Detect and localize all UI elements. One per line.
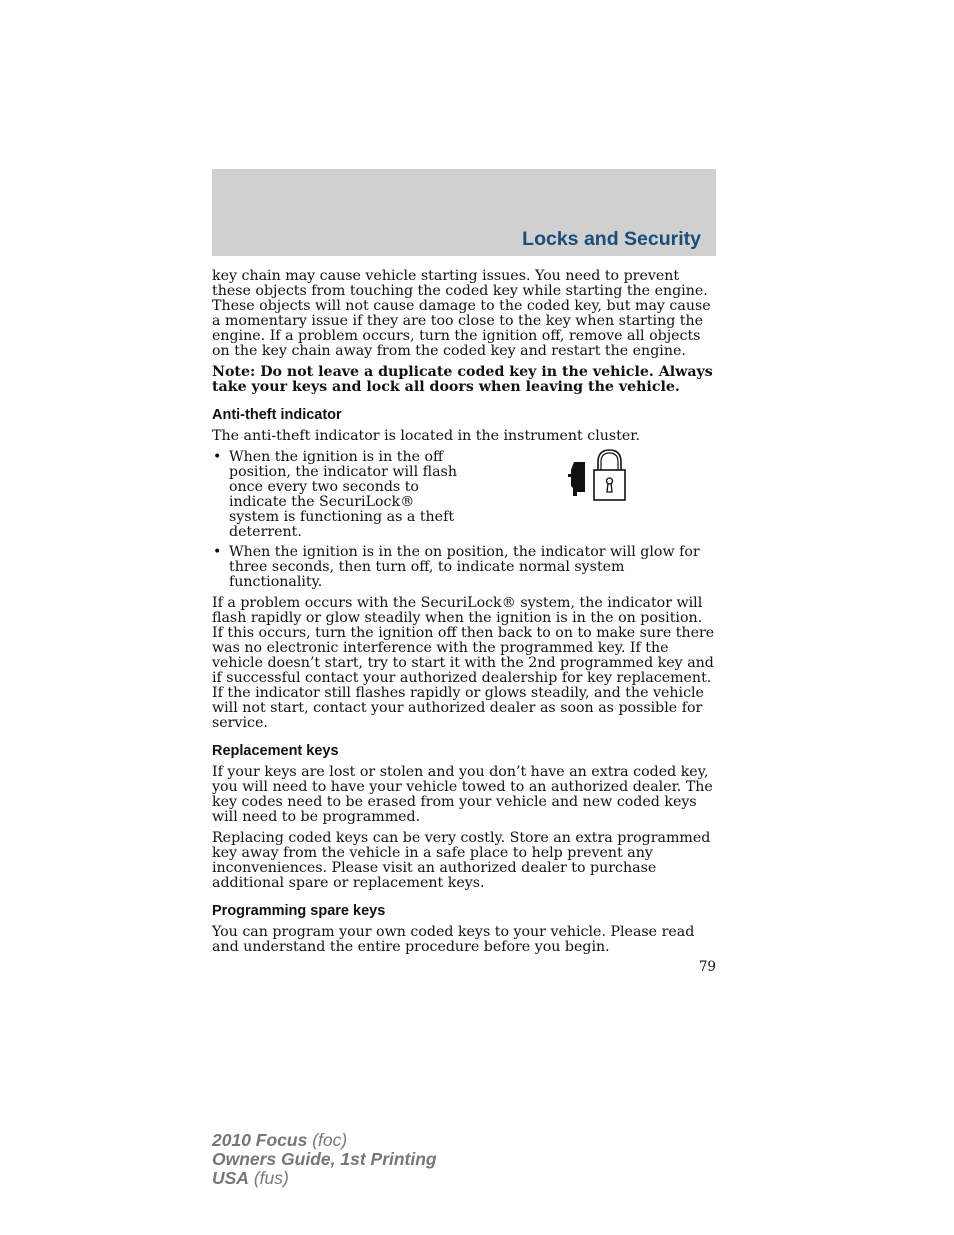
document-footer [212,1131,437,1188]
anti-theft-problem-paragraph: If a problem occurs with the SecuriLock® system, the indicator will flash rapidly or glow steadily when the ignition is in the on position. If this occurs, turn the ignition off then back to on to make sure there was no electronic interference with the programmed key. If the vehicle doesn’t start, try to start it with the 2nd programmed key and if successful contact your authorized dealership for key replacement. If the indicator still flashes rapidly or glows steadily, and the vehicle will not start, contact your authorized dealer as soon as possible for service. [212,595,715,731]
intro-paragraph: key chain may cause vehicle starting issues. You need to prevent these objects from touching the coded key while starting the engine. These objects will not cause damage to the coded key, but may cause a momentary issue if they are too close to the key when starting the engine. If a problem occurs, turn the ignition off, remove all objects on the key chain away from the coded key and restart the engine. [212,268,711,359]
car-padlock-icon [565,448,627,508]
footer-region: USA [212,1168,249,1188]
bullet-marker: • [213,544,222,560]
footer-region-code: (fus) [253,1168,289,1188]
replacement-paragraph-1: If your keys are lost or stolen and you don’t have an extra coded key, you will need to have your vehicle towed to an authorized dealer. The key codes need to be erased from your vehicle and new coded keys will need to be programmed. [212,764,713,825]
section-title: Locks and Security [522,228,701,250]
list-item [212,450,716,540]
page-content [212,269,716,961]
footer-line-region [212,1169,437,1188]
replacement-paragraph-2: Replacing coded keys can be very costly. Store an extra programmed key away from the vehicle in a safe place to help prevent any inconveniences. Please visit an authorized dealer to purchase additional spare or replacement keys. [212,830,711,891]
programming-spare-keys-heading: Programming spare keys [212,903,386,919]
footer-guide: Owners Guide, 1st Printing [212,1149,437,1169]
bullet-marker: • [213,449,222,465]
note-paragraph: Note: Do not leave a duplicate coded key in the vehicle. Always take your keys and lock all doors when leaving the vehicle. [212,364,713,395]
footer-model: 2010 Focus [212,1130,308,1150]
section-header-band [212,169,716,256]
anti-theft-intro: The anti-theft indicator is located in the instrument cluster. [212,428,640,444]
programming-paragraph: You can program your own coded keys to your vehicle. Please read and understand the entire procedure before you begin. [212,924,695,955]
replacement-keys-heading: Replacement keys [212,743,339,759]
page-number: 79 [698,959,716,975]
anti-theft-bullet-list [212,450,716,590]
bullet-text-on-position: When the ignition is in the on position, the indicator will glow for three seconds, then turn off, to indicate normal system functionality. [229,544,700,590]
bullet-text-off-position: When the ignition is in the off position, the indicator will flash once every two seconds to indicate the SecuriLock® system is functioning as a theft deterrent. [229,449,457,540]
anti-theft-heading: Anti-theft indicator [212,407,342,423]
footer-model-code: (foc) [312,1130,348,1150]
footer-line-model [212,1131,437,1150]
list-item [212,545,716,590]
